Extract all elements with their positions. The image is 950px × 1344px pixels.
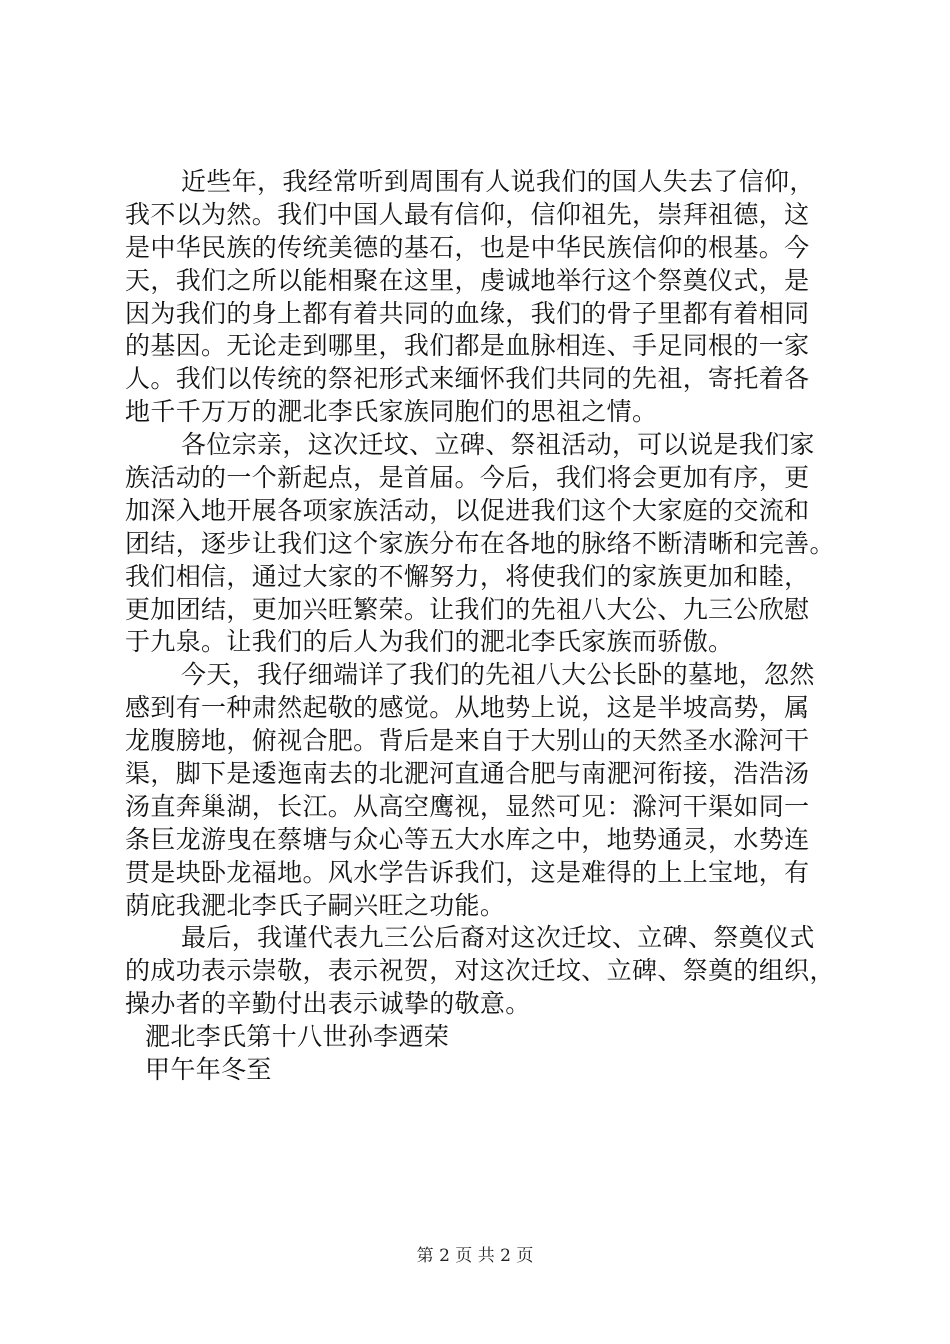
text-line: 我们相信，通过大家的不懈努力，将使我们的家族更加和睦， — [125, 561, 810, 591]
text-line: 族活动的一个新起点，是首届。今后，我们将会更加有序，更 — [125, 463, 810, 493]
text-line: 近些年，我经常听到周围有人说我们的国人失去了信仰， — [181, 167, 815, 196]
text-line: 是中华民族的传统美德的基石，也是中华民族信仰的根基。今 — [125, 232, 810, 262]
text-line: 各位宗亲，这次迁坟、立碑、祭祖活动，可以说是我们家 — [181, 430, 815, 460]
text-line: 渠，脚下是逶迤南去的北淝河直通合肥与南淝河衔接，浩浩汤 — [125, 759, 810, 789]
text-line: 人。我们以传统的祭祀形式来缅怀我们共同的先祖，寄托着各 — [125, 364, 810, 394]
page-footer: 第 2 页 共 2 页 — [416, 1246, 534, 1266]
text-line: 因为我们的身上都有着共同的血缘，我们的骨子里都有着相同 — [125, 298, 810, 328]
text-line: 我不以为然。我们中国人最有信仰，信仰祖先，崇拜祖德，这 — [125, 199, 810, 229]
signature-date: 甲午年冬至 — [145, 1055, 272, 1085]
text-line: 更加团结，更加兴旺繁荣。让我们的先祖八大公、九三公欣慰 — [125, 594, 810, 624]
text-line: 今天，我仔细端详了我们的先祖八大公长卧的墓地，忽然 — [181, 660, 815, 690]
text-line: 加深入地开展各项家族活动，以促进我们这个大家庭的交流和 — [125, 495, 810, 525]
text-line: 荫庇我淝北李氏子嗣兴旺之功能。 — [125, 890, 506, 920]
text-line: 汤直奔巢湖，长江。从高空鹰视，显然可见：滁河干渠如同一 — [125, 791, 810, 821]
signature-author: 淝北李氏第十八世孙李迺荣 — [145, 1022, 450, 1052]
text-line: 团结，逐步让我们这个家族分布在各地的脉络不断清晰和完善。 — [125, 528, 835, 558]
document-body — [125, 166, 835, 1087]
text-line: 操办者的辛勤付出表示诚挚的敬意。 — [125, 989, 531, 1019]
text-line: 的基因。无论走到哪里，我们都是血脉相连、手足同根的一家 — [125, 331, 810, 361]
text-line: 最后，我谨代表九三公后裔对这次迁坟、立碑、祭奠仪式 — [181, 923, 815, 953]
text-line: 的成功表示崇敬，表示祝贺，对这次迁坟、立碑、祭奠的组织， — [125, 956, 835, 986]
text-line: 于九泉。让我们的后人为我们的淝北李氏家族而骄傲。 — [125, 627, 734, 657]
text-line: 感到有一种肃然起敬的感觉。从地势上说，这是半坡高势，属 — [125, 693, 810, 723]
text-line: 贯是块卧龙福地。风水学告诉我们，这是难得的上上宝地，有 — [125, 857, 810, 887]
text-line: 天，我们之所以能相聚在这里，虔诚地举行这个祭奠仪式，是 — [125, 265, 810, 295]
text-line: 龙腹膀地，俯视合肥。背后是来自于大别山的天然圣水滁河干 — [125, 726, 810, 756]
text-line: 地千千万万的淝北李氏家族同胞们的思祖之情。 — [125, 397, 658, 427]
text-line: 条巨龙游曳在蔡塘与众心等五大水库之中，地势通灵，水势连 — [125, 824, 810, 854]
